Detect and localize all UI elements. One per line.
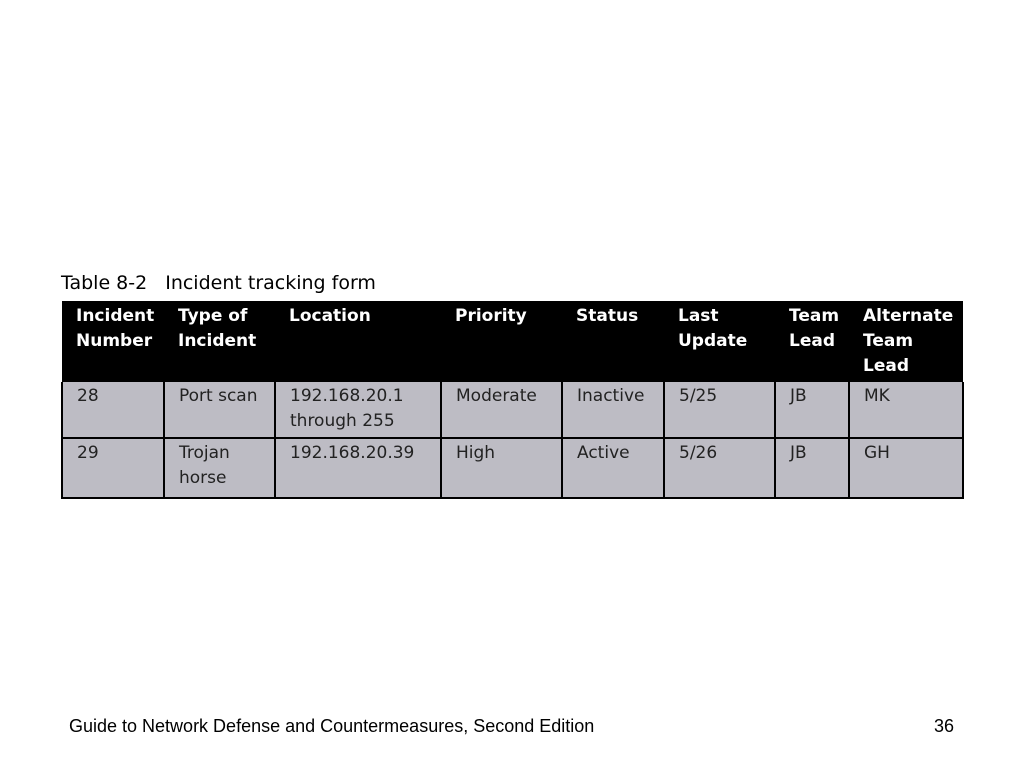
cell-team-lead: JB bbox=[775, 382, 849, 438]
cell-status: Active bbox=[562, 438, 664, 498]
cell-location: 192.168.20.39 bbox=[275, 438, 441, 498]
table-label: Table 8-2 bbox=[61, 272, 148, 294]
table-header-row bbox=[62, 301, 963, 382]
table-caption bbox=[61, 271, 376, 295]
cell-priority: High bbox=[441, 438, 562, 498]
cell-alternate-team-lead: GH bbox=[849, 438, 963, 498]
column-header-team-lead: Team Lead bbox=[789, 306, 840, 351]
column-header-location: Location bbox=[289, 306, 371, 326]
cell-last-update: 5/25 bbox=[664, 382, 775, 438]
table-row bbox=[62, 382, 963, 438]
cell-type-of-incident: Port scan bbox=[164, 382, 275, 438]
footer-book-title: Guide to Network Defense and Countermeasures, Second Edition bbox=[69, 716, 595, 736]
cell-alternate-team-lead: MK bbox=[849, 382, 963, 438]
cell-priority: Moderate bbox=[441, 382, 562, 438]
cell-last-update: 5/26 bbox=[664, 438, 775, 498]
column-header-last-update: Last Update bbox=[678, 306, 748, 351]
cell-incident-number: 28 bbox=[62, 382, 164, 438]
column-header-alternate-team-lead: Alternate Team Lead bbox=[863, 306, 954, 376]
cell-incident-number: 29 bbox=[62, 438, 164, 498]
column-header-priority: Priority bbox=[455, 306, 527, 326]
incident-tracking-table bbox=[61, 301, 964, 499]
cell-status: Inactive bbox=[562, 382, 664, 438]
cell-team-lead: JB bbox=[775, 438, 849, 498]
column-header-type-of-incident: Type of Incident bbox=[178, 306, 257, 351]
page-number: 36 bbox=[933, 716, 954, 736]
cell-type-of-incident: Trojan horse bbox=[164, 438, 275, 498]
cell-location: 192.168.20.1 through 255 bbox=[275, 382, 441, 438]
column-header-incident-number: Incident Number bbox=[76, 306, 155, 351]
column-header-status: Status bbox=[576, 306, 639, 326]
table-title: Incident tracking form bbox=[165, 272, 376, 294]
table-row bbox=[62, 438, 963, 498]
